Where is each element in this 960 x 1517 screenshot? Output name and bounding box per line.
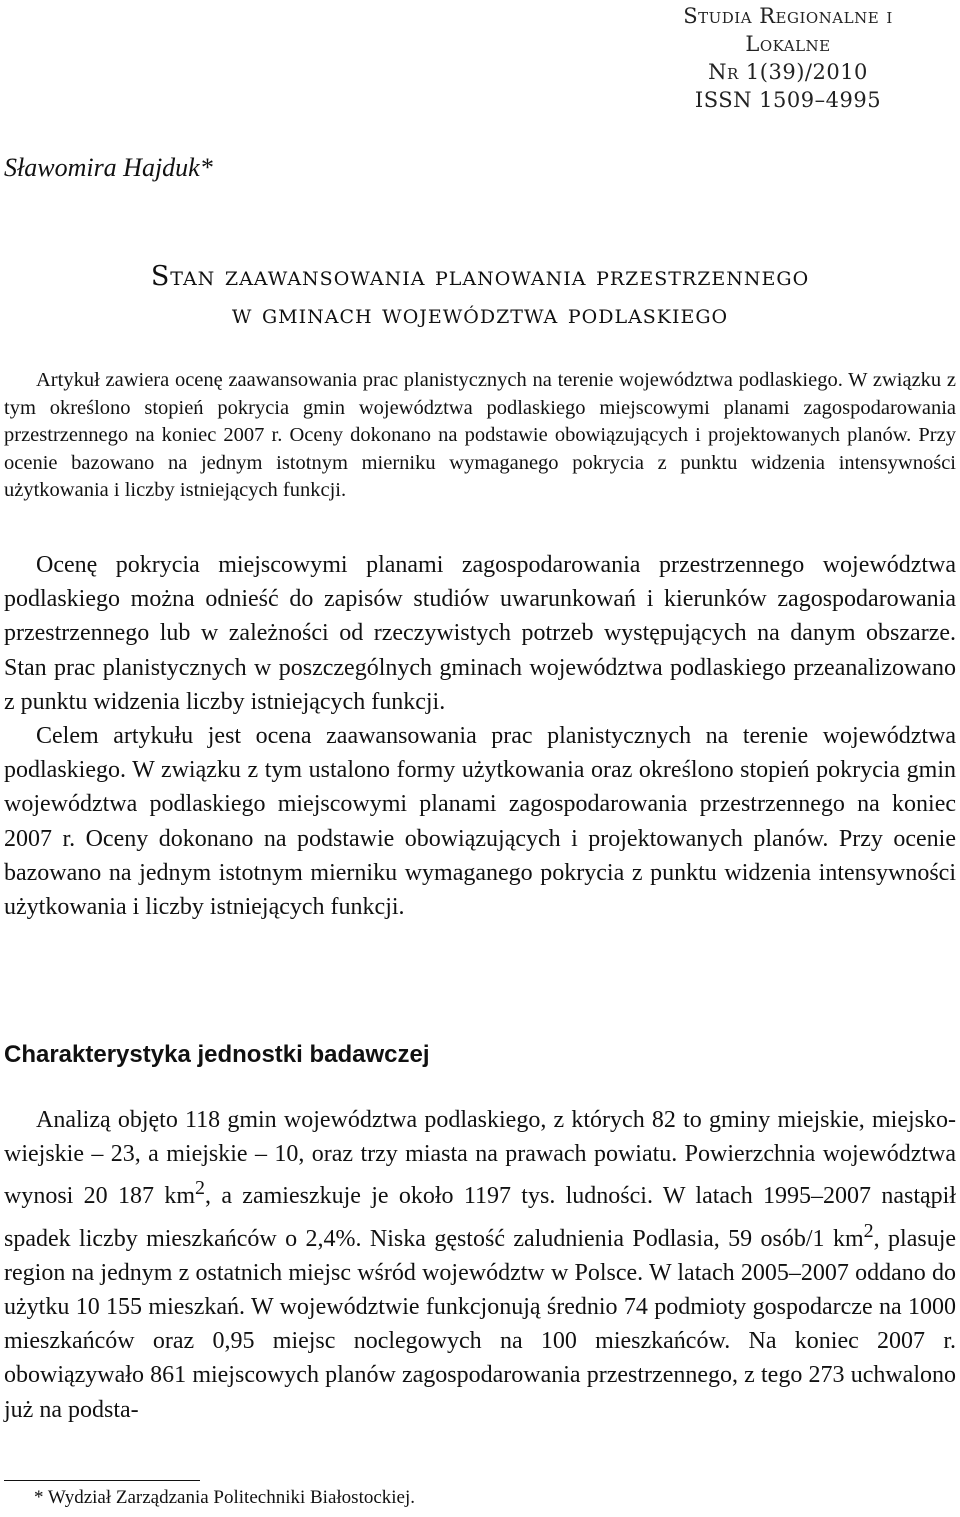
section-text-c: , plasuje region na jednym z ostatnich miejsc wśród województw w Polsce. W latach 2005–2007 oddano do użytku 10 155 mieszkań. W województwie funkcjonują średnio 74 podmioty gospodarcze na 1000 mieszkańców oraz 0,95 miejsc noclegowych na 100 mieszkańców. Na koniec 2007 r. obowiązywało 861 miejscowych planów zagospodarowania przestrzennego, z tego 273 uchwalono już na podsta- (4, 1225, 957, 1423)
footnote-divider (4, 1480, 200, 1481)
intro-paragraph-1: Ocenę pokrycia miejscowymi planami zagospodarowania przestrzennego województwa podlaskiego można odnieść do zapisów studiów uwarunkowań i kierunków zagospodarowania przestrzennego lub w zależności od rzeczywistych potrzeb występujących na danym obszarze. Stan prac planistycznych w poszczególnych gminach województwa podlaskiego przeanalizowano z punktu widzenia liczby istniejących funkcji. (4, 552, 956, 715)
article-title (4, 258, 956, 334)
introduction (4, 548, 956, 924)
title-line-2: w gminach województwa podlaskiego (231, 299, 729, 330)
title-line-1: Stan zaawansowania planowania przestrzennego (150, 261, 810, 292)
section-body (4, 1103, 956, 1427)
superscript-density: 2 (863, 1219, 874, 1242)
section-paragraph-1 (4, 1103, 956, 1427)
superscript-area: 2 (195, 1177, 205, 1200)
journal-issn: ISSN 1509–4995 (694, 88, 882, 112)
abstract: Artykuł zawiera ocenę zaawansowania prac planistycznych na terenie województwa podlaskiego. W związku z tym określono stopień pokrycia gmin województwa podlaskiego miejscowymi planami zagospodarowania przestrzennego na koniec 2007 r. Oceny dokonano na podstawie obowiązujących i projektowanych planów. Przy ocenie bazowano na jednym istotnym mierniku wymaganego pokrycia z punktu widzenia intensywności użytkowania i liczby istniejących funkcji. (4, 369, 956, 501)
footnote: * Wydział Zarządzania Politechniki Białostockiej. (34, 1487, 416, 1508)
journal-name: Studia Regionalne i Lokalne (683, 4, 893, 56)
author-name: Sławomira Hajduk* (4, 153, 213, 182)
section-heading: Charakterystyka jednostki badawczej (4, 1041, 430, 1068)
intro-paragraph-2: Celem artykułu jest ocena zaawansowania prac planistycznych na terenie województwa podlaskiego. W związku z tym ustalono formy użytkowania oraz określono stopień pokrycia gmin województwa podlaskiego miejscowymi planami zagospodarowania przestrzennego na koniec 2007 r. Oceny dokonano na podstawie obowiązujących i projektowanych planów. Przy ocenie bazowano na jednym istotnym mierniku wymaganego pokrycia z punktu widzenia intensywności użytkowania i liczby istniejących funkcji. (4, 723, 956, 921)
section-text-a: Analizą objęto 118 gmin województwa podlaskiego, z których 82 to gminy miejskie, miejsko-wiejskie – 23, a miejskie – 10, oraz trzy miasta na prawach powiatu. Powierzchnia województwa wynosi 20 187 km (4, 1107, 956, 1210)
section-text-b: , a zamieszkuje je około 1197 tys. ludności. W latach 1995–2007 nastąpił spadek liczby mieszkańców o 2,4%. Niska gęstość zaludnienia Podlasia, 59 osób/1 km (4, 1183, 957, 1252)
journal-issue: Nr 1(39)/2010 (708, 60, 868, 84)
journal-header (638, 2, 938, 114)
